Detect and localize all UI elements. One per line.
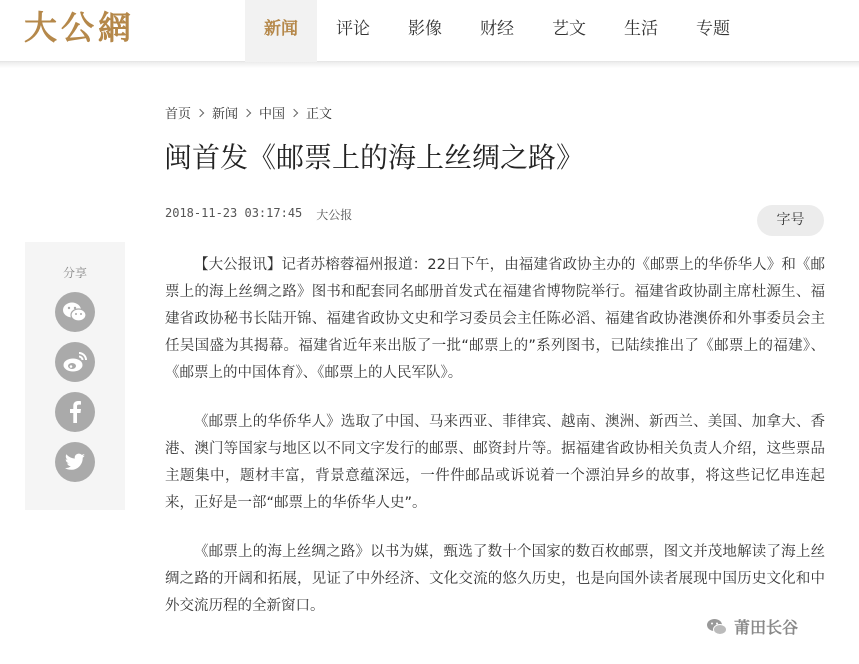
chevron-right-icon (290, 108, 298, 116)
breadcrumb-china[interactable]: 中国 (259, 107, 286, 122)
nav-item-images[interactable]: 影像 (408, 19, 442, 39)
chevron-right-icon (243, 108, 251, 116)
site-header (0, 0, 859, 62)
breadcrumb (165, 103, 332, 122)
twitter-share-button[interactable] (55, 442, 95, 482)
main-nav (245, 0, 749, 62)
weibo-share-button[interactable] (55, 342, 95, 382)
wechat-share-button[interactable] (55, 292, 95, 332)
watermark-text: 莆田长谷 (734, 618, 799, 637)
nav-item-topics[interactable]: 专题 (696, 19, 730, 39)
chevron-right-icon (196, 108, 204, 116)
share-label: 分享 (62, 266, 87, 280)
article-paragraph: 《邮票上的海上丝绸之路》以书为媒，甄选了数十个国家的数百枚邮票，图文并茂地解读了海上丝绸之路的开阔和拓展，见证了中外经济、文化交流的悠久历史，也是向国外读者展现中国历史文化和中外交流历程的全新窗口。 (165, 544, 825, 614)
article-title: 闽首发《邮票上的海上丝绸之路》 (164, 141, 585, 174)
article-paragraph: 《邮票上的华侨华人》选取了中国、马来西亚、菲律宾、越南、澳洲、新西兰、美国、加拿大、香港、澳门等国家与地区以不同文字发行的邮票、邮资封片等。据福建省政协相关负责人介绍，这些票品主题集中，题材丰富，背景意蕴深远，一件件邮品或诉说着一个漂泊异乡的故事，将这些记忆串连起来，正好是一部“邮票上的华侨华人史”。 (165, 414, 825, 511)
watermark (706, 615, 798, 638)
article-body (165, 252, 825, 642)
breadcrumb-home[interactable]: 首页 (165, 107, 192, 122)
breadcrumb-article: 正文 (306, 107, 333, 122)
font-size-button[interactable]: 字号 (757, 205, 824, 236)
weibo-icon (55, 342, 95, 382)
article-date: 2018-11-23 03:17:45 (165, 206, 303, 220)
twitter-icon (55, 442, 95, 482)
nav-item-news[interactable]: 新闻 (245, 0, 317, 62)
article-source: 大公报 (316, 208, 353, 222)
nav-item-arts[interactable]: 艺文 (552, 19, 586, 39)
nav-item-finance[interactable]: 财经 (480, 19, 514, 39)
article-meta (165, 206, 352, 223)
nav-item-life[interactable]: 生活 (624, 19, 658, 39)
header-shadow (0, 62, 859, 68)
breadcrumb-news[interactable]: 新闻 (212, 107, 239, 122)
wechat-icon (706, 617, 728, 637)
nav-item-opinion[interactable]: 评论 (336, 19, 370, 39)
facebook-share-button[interactable] (55, 392, 95, 432)
facebook-icon (55, 392, 95, 432)
site-logo[interactable]: 大公網 (24, 8, 135, 47)
share-panel (25, 242, 125, 510)
article-paragraph: 【大公报讯】记者苏榕蓉福州报道：22日下午，由福建省政协主办的《邮票上的华侨华人》和《邮票上的海上丝绸之路》图书和配套同名邮册首发式在福建省博物院举行。福建省政协副主席杜源生、福建省政协秘书长陆开锦、福建省政协文史和学习委员会主任陈必滔、福建省政协港澳侨和外事委员会主任吴国盛为其揭幕。福建省近年来出版了一批“邮票上的”系列图书，已陆续推出了《邮票上的福建》、《邮票上的中国体育》、《邮票上的人民军队》。 (165, 257, 825, 381)
wechat-icon (55, 292, 95, 332)
